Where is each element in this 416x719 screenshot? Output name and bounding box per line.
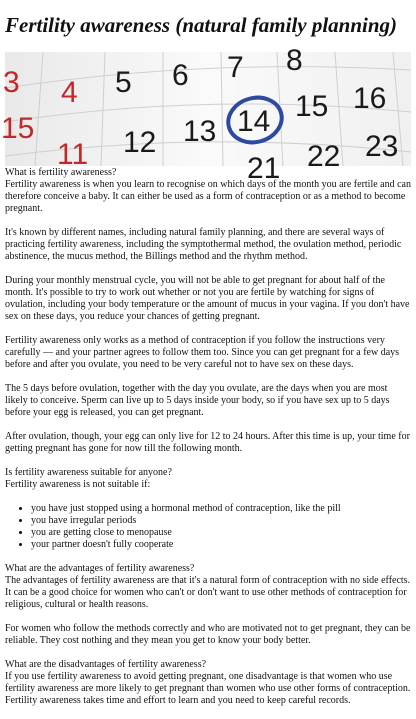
list-item: • you have irregular periods <box>31 515 411 527</box>
list-item: • your partner doesn't fully cooperate <box>31 539 411 551</box>
paragraph: If you use fertility awareness to avoid getting pregnant, one disadvantage is that women who use fertility awareness are more likely to get pregnant than women who use other forms of contraception. Fertility awareness takes time and effort to learn and you need to keep careful records. <box>5 671 411 706</box>
page-title: Fertility awareness (natural family planning) <box>5 13 398 37</box>
list-item: • you are getting close to menopause <box>31 527 411 539</box>
paragraph: After ovulation, though, your egg can only live for 12 to 24 hours. After this time is up, your time for getting pregnant has gone for now till the following month. <box>5 431 410 454</box>
section-heading: What are the advantages of fertility awareness? <box>5 563 195 574</box>
calendar-number: 21 <box>247 152 281 185</box>
paragraph: During your monthly menstrual cycle, you will not be able to get pregnant for about half of the month. It's possible to try to work out whether or not you are fertile by watching for signs of ovulation, including your body temperature or the amount of mucus in your vagina. If you don't have sex on these days, you reduce your chances of getting pregnant. <box>5 275 410 322</box>
calendar-number: 5 <box>115 66 132 99</box>
calendar-number: 22 <box>307 140 341 173</box>
calendar-number: 7 <box>227 51 244 84</box>
section-heading: Is fertility awareness suitable for anyone? <box>5 467 172 478</box>
calendar-number: 8 <box>286 44 303 77</box>
calendar-number: 3 <box>3 66 20 99</box>
paragraph: Fertility awareness is not suitable if: <box>5 479 151 490</box>
paragraph: For women who follow the methods correctly and who are motivated not to get pregnant, they can be reliable. They cost nothing and they mean you get to know your body better. <box>5 623 411 646</box>
calendar-number: 11 <box>57 138 89 171</box>
calendar-number: 6 <box>172 59 189 92</box>
calendar-number: 4 <box>61 76 78 109</box>
paragraph: It's known by different names, including natural family planning, and there are several ways of practicing fertility awareness, including the symptothermal method, the ovulation method, periodic abstinence, the mucus method, the Billings method and the rhythm method. <box>5 227 402 262</box>
calendar-number: 12 <box>123 126 157 159</box>
calendar-number: 14 <box>237 105 271 138</box>
section-heading: What is fertility awareness? <box>5 167 117 178</box>
paragraph: Fertility awareness only works as a method of contraception if you follow the instructions very carefully — and your partner agrees to follow them too. Since you can get pregnant for a few days before and after you ovulate, you need to be very careful not to have sex on these days. <box>5 335 400 370</box>
paragraph: Fertility awareness is when you learn to recognise on which days of the month you are fertile and can therefore conceive a baby. It can either be used as a form of contraception or as a method to become pregnant. <box>5 179 411 214</box>
calendar-number: 16 <box>353 82 387 115</box>
section-heading: What are the disadvantages of fertility awareness? <box>5 659 207 670</box>
calendar-number: 15 <box>295 90 329 123</box>
calendar-number: 23 <box>365 130 399 163</box>
article-body <box>5 167 411 719</box>
paragraph: The advantages of fertility awareness are that it's a natural form of contraception with no side effects. It can be a good choice for women who can't or don't want to use other methods of contraception for religious, cultural or health reasons. <box>5 575 411 610</box>
paragraph: The 5 days before ovulation, together with the day you ovulate, are the days when you are most likely to conceive. Sperm can live up to 5 days inside your body, so if you have sex up to 5 days before your egg is released, you can get pregnant. <box>5 383 390 418</box>
bullet-list <box>5 503 411 551</box>
list-item: • you have just stopped using a hormonal method of contraception, like the pill <box>31 503 411 515</box>
calendar-number: 13 <box>183 115 217 148</box>
calendar-number: 15 <box>1 112 35 145</box>
